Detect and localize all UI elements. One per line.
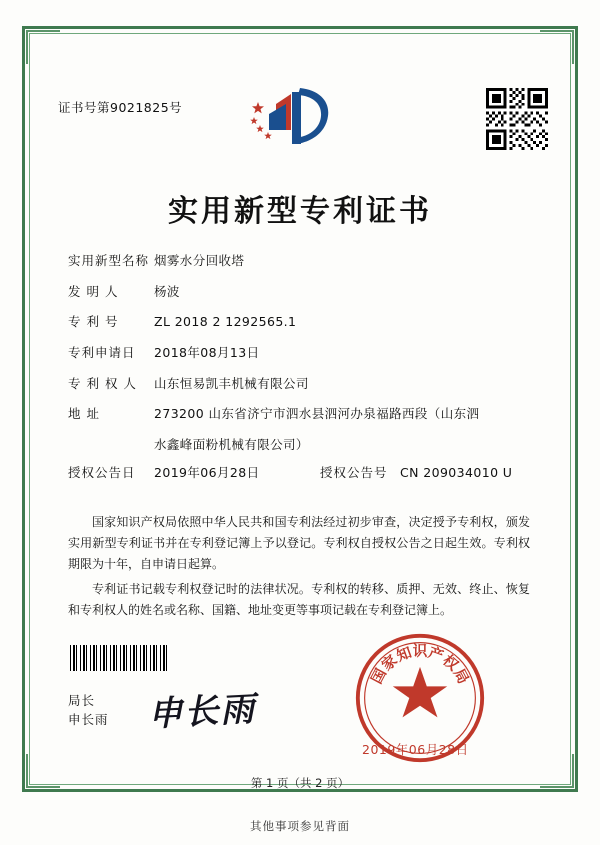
field-patent-number <box>68 313 538 331</box>
handwritten-signature: 申长雨 <box>147 689 258 735</box>
field-application-date <box>68 344 538 362</box>
field-label: 授权公告号 <box>320 464 388 480</box>
legal-text <box>68 512 530 625</box>
page-title: 实用新型专利证书 <box>168 194 432 229</box>
field-label: 地 址 <box>68 406 100 422</box>
field-utility-model-name <box>68 252 538 270</box>
field-value: 2018年08月13日 <box>154 344 260 360</box>
barcode <box>70 645 170 671</box>
svg-text:国: 国 <box>368 665 391 687</box>
field-label: 专利申请日 <box>68 344 136 360</box>
certificate-fields <box>68 252 538 495</box>
field-label: 发 明 人 <box>68 283 119 299</box>
corner-ornament-top-right <box>540 30 574 64</box>
cnipa-logo <box>248 84 334 150</box>
field-label: 授权公告日 <box>68 464 136 480</box>
field-value: 杨波 <box>154 283 180 299</box>
field-inventor <box>68 283 538 301</box>
svg-text:家: 家 <box>378 651 401 675</box>
field-value: CN 209034010 U <box>400 464 513 480</box>
field-label: 实用新型名称 <box>68 253 150 268</box>
director-label <box>68 691 109 730</box>
svg-text:识: 识 <box>412 643 428 661</box>
field-value: 273200 山东省济宁市泗水县泗河办泉福路西段（山东泗 <box>154 406 480 422</box>
svg-text:知: 知 <box>394 644 414 665</box>
certificate-number: 证书号第9021825号 <box>58 100 183 115</box>
qr-code <box>486 88 548 150</box>
field-value: ZL 2018 2 1292565.1 <box>154 314 297 330</box>
field-value: 烟雾水分回收塔 <box>154 253 245 268</box>
director-title: 局长 <box>68 693 96 708</box>
field-address <box>68 405 538 423</box>
field-patentee <box>68 375 538 393</box>
footer-note: 其他事项参见背面 <box>250 819 350 833</box>
field-value: 2019年06月28日 <box>154 464 260 480</box>
field-address-line2: 水鑫峰面粉机械有限公司） <box>154 436 309 452</box>
corner-ornament-top-left <box>26 30 60 64</box>
legal-paragraph-1: 国家知识产权局依照中华人民共和国专利法经过初步审查，决定授予专利权，颁发实用新型专利证书并在专利登记簿上予以登记。专利权自授权公告之日起生效。专利权期限为十年，自申请日起算。 <box>68 515 530 571</box>
field-grant-publication <box>68 464 538 482</box>
legal-paragraph-2: 专利证书记载专利权登记时的法律状况。专利权的转移、质押、无效、终止、恢复和专利权人的姓名或名称、国籍、地址变更等事项记载在专利登记簿上。 <box>68 582 530 617</box>
page-number: 第 1 页（共 2 页） <box>250 776 350 790</box>
svg-text:产: 产 <box>426 644 446 665</box>
director-name: 申长雨 <box>68 712 109 728</box>
seal-date: 2019年06月28日 <box>362 742 469 757</box>
svg-text:局: 局 <box>449 665 472 687</box>
svg-text:权: 权 <box>439 651 462 675</box>
field-label: 专 利 权 人 <box>68 375 137 391</box>
field-label: 专 利 号 <box>68 314 119 330</box>
field-value: 山东恒易凯丰机械有限公司 <box>154 375 309 391</box>
